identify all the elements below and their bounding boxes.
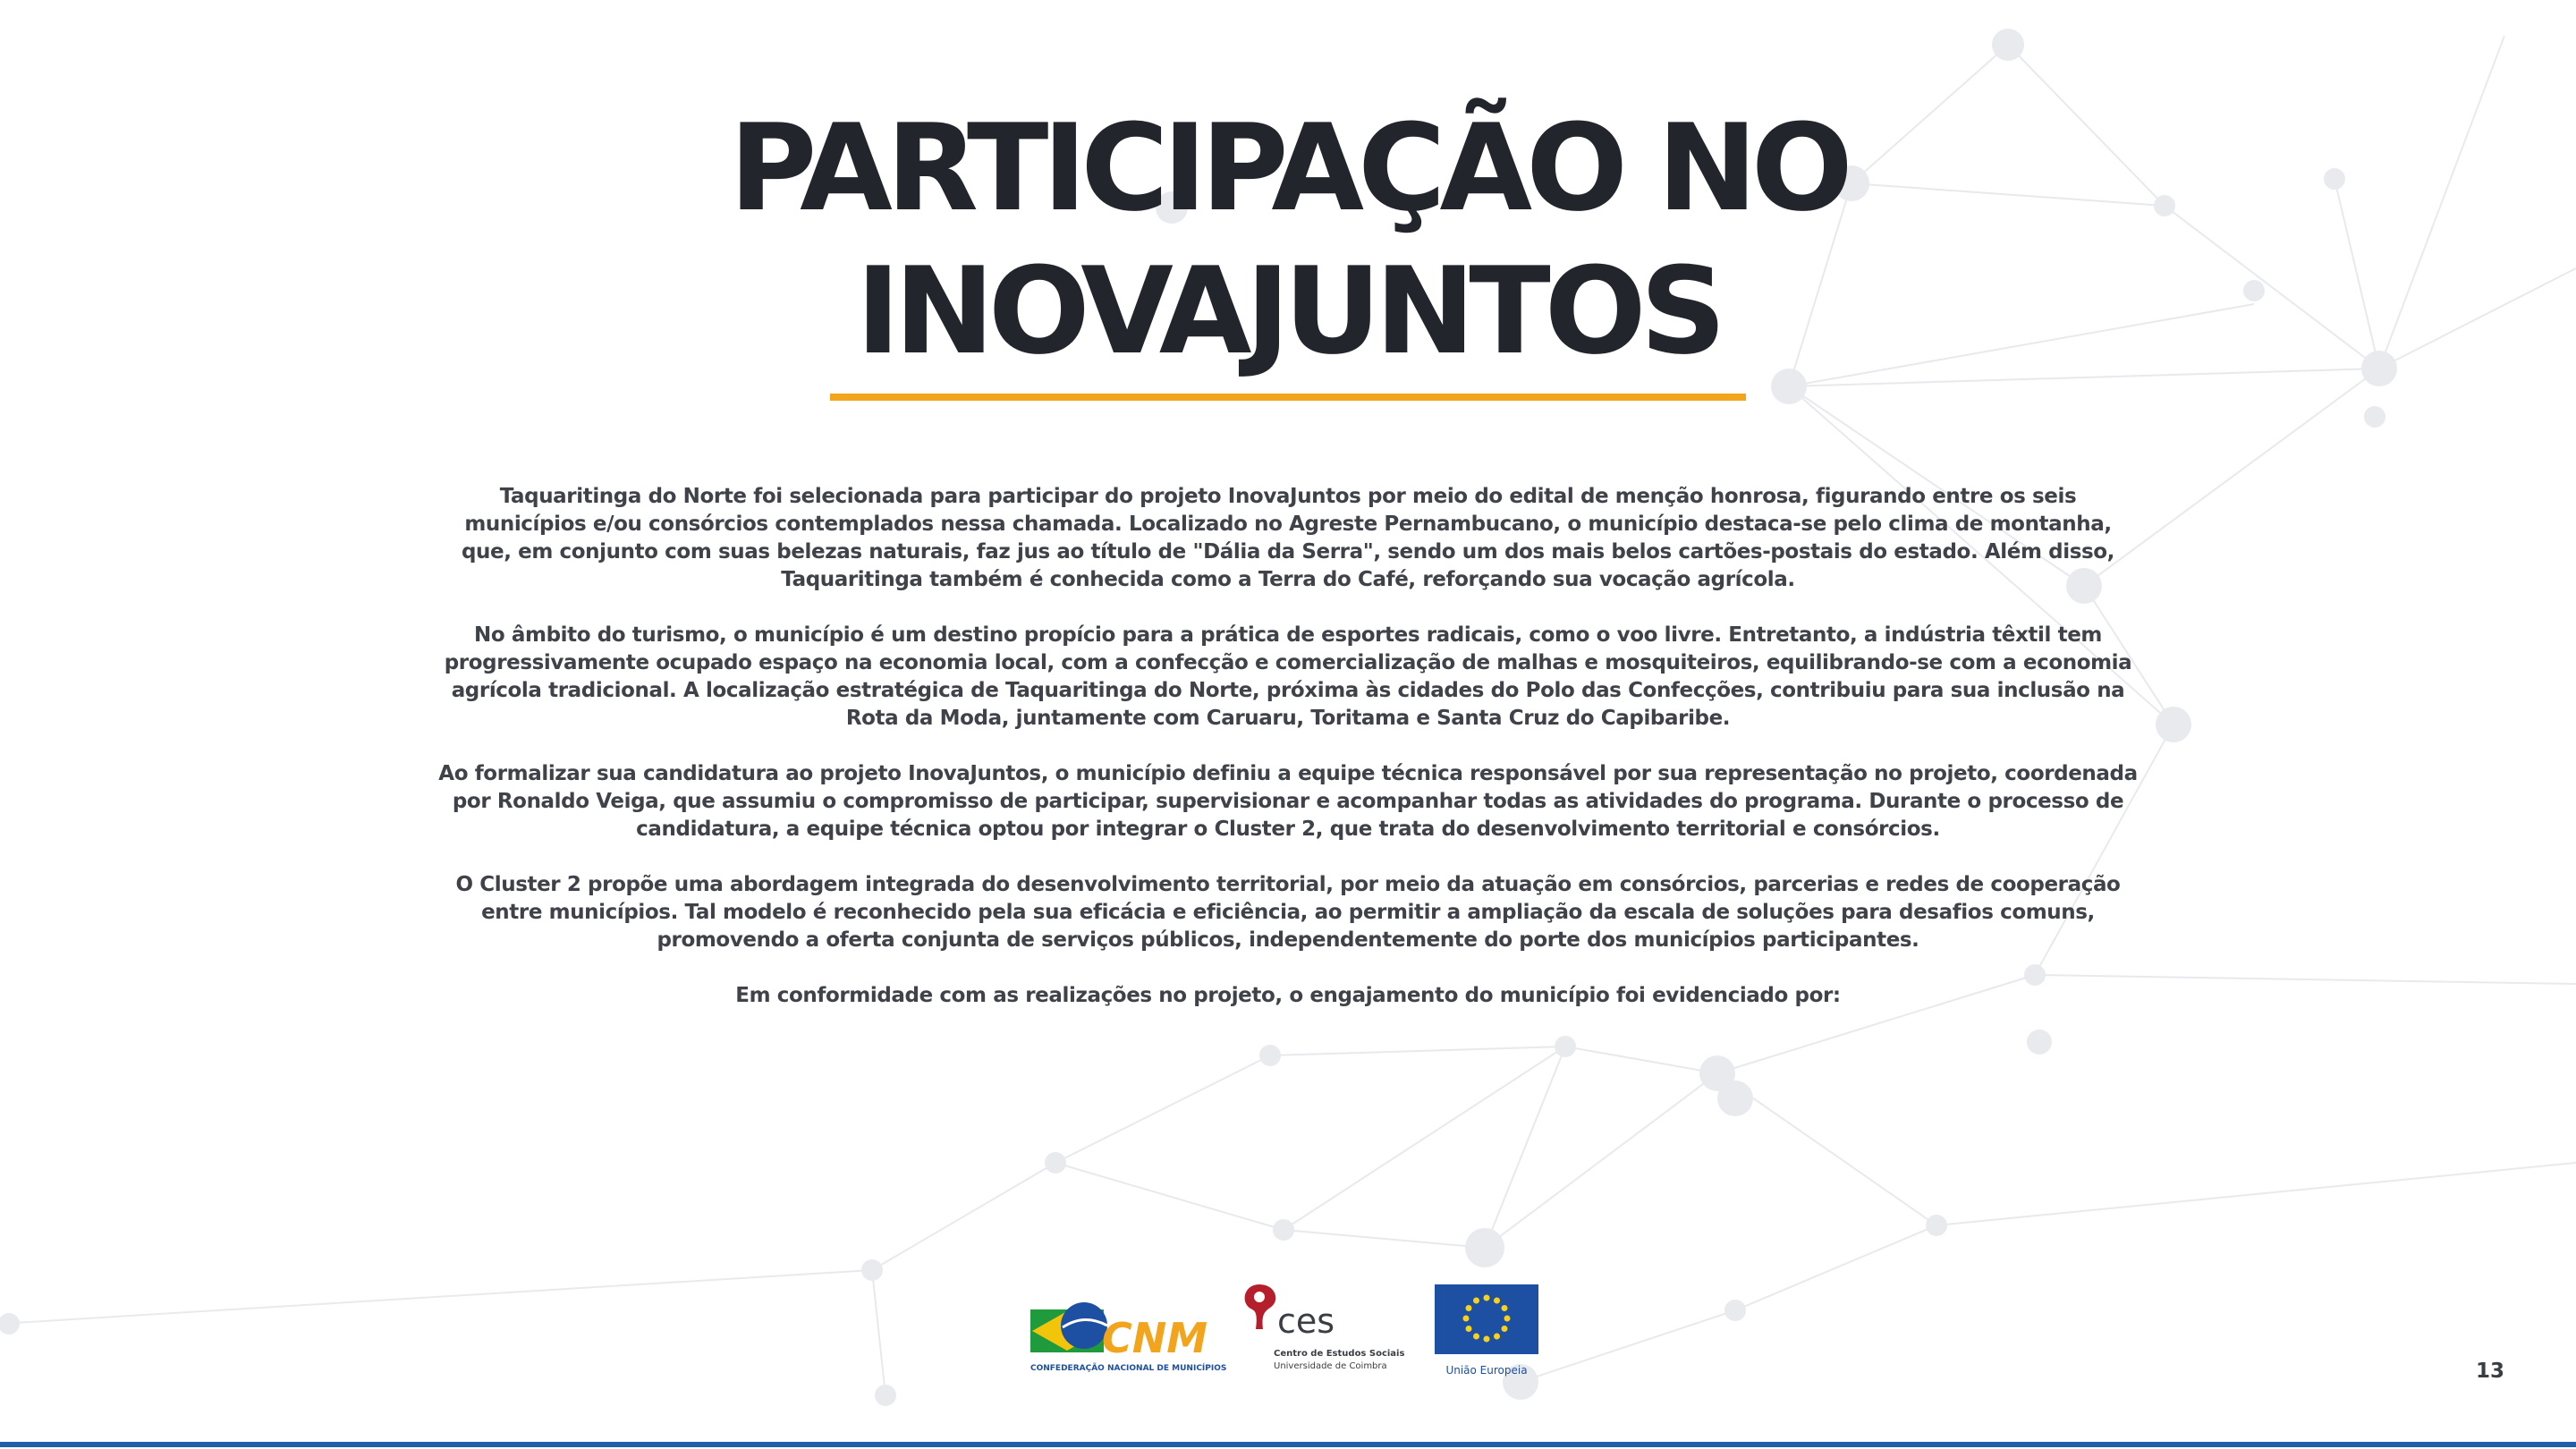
cnm-logo — [1029, 1292, 1227, 1377]
eu-caption: União Europeia — [1445, 1364, 1528, 1377]
ces-caption-line-1: Centro de Estudos Sociais — [1274, 1349, 1405, 1359]
paragraph-candidacy: Ao formalizar sua candidatura ao projeto InovaJuntos, o município definiu a equipe técnica responsável por sua representação no projeto, coordenada por Ronaldo Veiga, que assumiu o compromisso de participar, supervisionar e acompanhar todas as atividades do programa. Durante o processo de candidatura, a equipe técnica optou por integrar o Cluster 2, que trata do desenvolvimento territorial e consórcios. — [438, 762, 2138, 841]
title-line-1: PARTICIPAÇÃO NO — [729, 98, 1847, 238]
body-text — [438, 483, 2138, 1038]
paragraph-cluster: O Cluster 2 propõe uma abordagem integrada do desenvolvimento territorial, por meio da atuação em consórcios, parcerias e redes de cooperação entre municípios. Tal modelo é reconhecido pela sua eficácia e eficiência, ao permitir a ampliação da escala de soluções para desafios comuns, promovendo a oferta conjunta de serviços públicos, independentemente do porte dos municípios participantes. — [455, 873, 2121, 952]
cnm-caption: CONFEDERAÇÃO NACIONAL DE MUNICÍPIOS — [1030, 1364, 1227, 1373]
ces-wordmark: ces — [1277, 1301, 1335, 1341]
title-underline — [830, 394, 1746, 401]
title-line-2: INOVAJUNTOS — [855, 242, 1721, 381]
ces-caption-line-2: Universidade de Coimbra — [1274, 1361, 1387, 1371]
paragraph-engagement: Em conformidade com as realizações no projeto, o engajamento do município foi evidenciado por: — [735, 984, 1841, 1007]
cnm-wordmark: CNM — [1102, 1314, 1208, 1362]
paragraph-tourism: No âmbito do turismo, o município é um destino propício para a prática de esportes radicais, como o voo livre. Entretanto, a indústria têxtil tem progressivamente ocupado espaço na economia local, com a confecção e comercialização de malhas e mosquiteiros, equilibrando-se com a economia agrícola tradicional. A localização estratégica de Taquaritinga do Norte, próxima às cidades do Polo das Confecções, contribuiu para sua inclusão na Rota da Moda, juntamente com Caruaru, Toritama e Santa Cruz do Capibaribe. — [444, 623, 2132, 730]
ces-logo — [1234, 1279, 1405, 1383]
paragraph-intro: Taquaritinga do Norte foi selecionada para participar do projeto InovaJuntos por meio do edital de menção honrosa, figurando entre os seis municípios e/ou consórcios contemplados nessa chamada. Localizado no Agreste Pernambucano, o município destaca-se pelo clima de montanha, que, em conjunto com suas belezas naturais, faz jus ao título de "Dália da Serra", sendo um dos mais belos cartões-postais do estado. Além disso, Taquaritinga também é conhecida como a Terra do Café, reforçando sua vocação agrícola. — [461, 485, 2115, 591]
page-number: 13 — [2475, 1360, 2504, 1383]
partner-logos — [1029, 1279, 1547, 1386]
slide-title — [0, 97, 2576, 383]
bottom-accent-bar — [0, 1442, 2576, 1447]
eu-logo — [1433, 1283, 1540, 1383]
